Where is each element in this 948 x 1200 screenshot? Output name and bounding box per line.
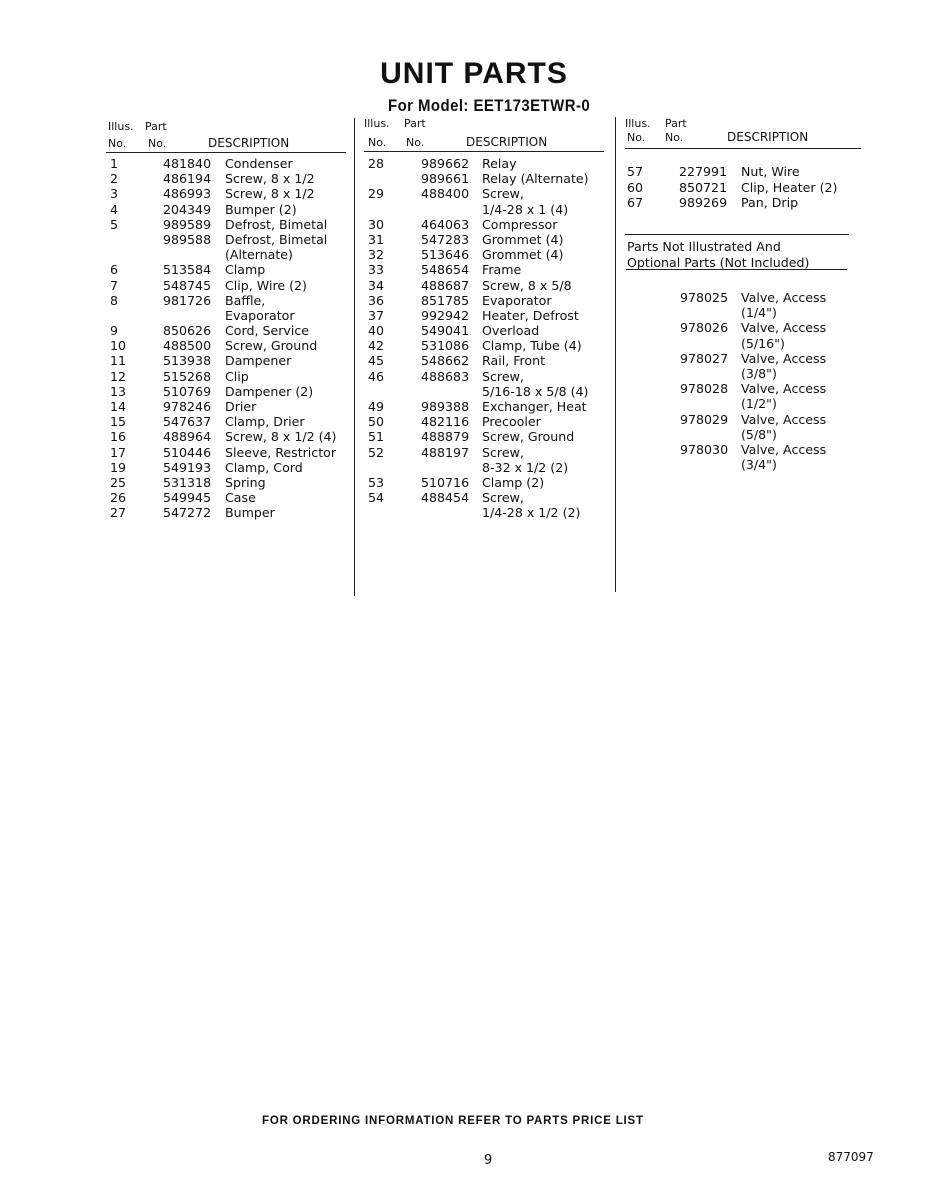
- part-description: Valve, Access: [741, 411, 827, 427]
- part-number: 978025: [680, 290, 729, 305]
- illus-number: 60: [627, 179, 644, 195]
- illus-number: 31: [368, 231, 385, 247]
- illus-number: 4: [110, 201, 119, 217]
- part-number: 227991: [679, 164, 728, 179]
- illus-number: 67: [627, 195, 644, 210]
- illus-number: 13: [110, 383, 127, 399]
- part-number: 547283: [421, 231, 470, 247]
- page-title: UNIT PARTS: [380, 57, 568, 90]
- header-no-part: No.: [148, 137, 167, 150]
- part-description: 1/4-28 x 1/2 (2): [482, 505, 581, 521]
- part-description: Clamp (2): [482, 474, 545, 490]
- part-description: Frame: [482, 262, 522, 278]
- part-number: 547272: [163, 505, 212, 521]
- part-number: 204349: [163, 201, 212, 217]
- part-description: Screw,: [482, 490, 524, 506]
- part-description: Dampener (2): [225, 383, 314, 399]
- part-number: 488879: [421, 429, 470, 445]
- illus-number: 49: [368, 399, 385, 414]
- part-description: Screw, 8 x 1/2: [225, 171, 315, 187]
- part-number: 488454: [421, 490, 470, 506]
- illus-number: 26: [110, 490, 127, 506]
- part-number: 851785: [421, 292, 470, 308]
- part-number: 481840: [163, 156, 212, 171]
- illus-number: 51: [368, 429, 385, 445]
- part-description: Baffle,: [225, 292, 266, 308]
- part-description: Screw,: [482, 368, 524, 384]
- part-number: 978026: [680, 320, 729, 336]
- part-description: Relay (Alternate): [482, 171, 589, 187]
- illus-number: 16: [110, 429, 127, 445]
- part-description: Clamp: [225, 262, 266, 278]
- header-no-illus: No.: [108, 137, 127, 150]
- header-rule: [625, 148, 861, 149]
- illus-number: 37: [368, 307, 385, 323]
- header-no-part: No.: [665, 131, 684, 144]
- part-number: 978030: [680, 441, 729, 457]
- part-number: 548654: [421, 262, 470, 278]
- not-included-line-1: Parts Not Illustrated And: [627, 239, 781, 254]
- part-description: Exchanger, Heat: [482, 399, 587, 414]
- illus-number: 11: [110, 353, 127, 369]
- part-number: 513646: [421, 247, 470, 263]
- part-description: Valve, Access: [741, 350, 827, 366]
- part-number: 978028: [680, 381, 729, 397]
- part-number: 510769: [163, 383, 212, 399]
- part-description: Clip: [225, 368, 249, 384]
- illus-number: 57: [627, 164, 644, 179]
- part-number: 850626: [163, 323, 212, 339]
- header-part: Part: [665, 117, 687, 130]
- part-number: 486993: [163, 186, 212, 202]
- part-description: 1/4-28 x 1 (4): [482, 201, 569, 217]
- illus-number: 45: [368, 353, 385, 369]
- part-number: 531318: [163, 474, 212, 490]
- model-subtitle: For Model: EET173ETWR-0: [388, 96, 591, 115]
- part-number: 978029: [680, 411, 729, 427]
- illus-number: 9: [110, 323, 119, 339]
- part-number: 488500: [163, 338, 212, 354]
- part-description: Sleeve, Restrictor: [225, 444, 337, 460]
- illus-number: 25: [110, 474, 127, 490]
- illus-number: 28: [368, 156, 385, 171]
- column-divider-1: [354, 118, 355, 596]
- illus-number: 14: [110, 399, 127, 414]
- part-number: 513938: [163, 353, 212, 369]
- part-number: 549041: [421, 323, 470, 339]
- part-number: 488197: [421, 444, 470, 460]
- part-description: Dampener: [225, 353, 292, 369]
- part-description: Clip, Wire (2): [225, 277, 307, 293]
- part-description: Defrost, Bimetal: [225, 216, 328, 232]
- part-number: 850721: [679, 179, 728, 195]
- part-size: (5/16"): [741, 335, 785, 351]
- header-part: Part: [145, 120, 167, 133]
- header-description: DESCRIPTION: [466, 135, 548, 149]
- part-description: Clamp, Tube (4): [482, 338, 582, 354]
- part-description: Case: [225, 490, 256, 506]
- part-description: Nut, Wire: [741, 164, 800, 179]
- part-size: (3/8"): [741, 365, 777, 381]
- illus-number: 34: [368, 277, 385, 293]
- part-description: Screw, Ground: [225, 338, 318, 354]
- illus-number: 33: [368, 262, 385, 278]
- part-number: 531086: [421, 338, 470, 354]
- illus-number: 8: [110, 292, 119, 308]
- part-description: Heater, Defrost: [482, 307, 579, 323]
- part-number: 981726: [163, 292, 212, 308]
- part-number: 549945: [163, 490, 212, 506]
- part-number: 989388: [421, 399, 470, 414]
- part-description: Condenser: [225, 156, 293, 171]
- illus-number: 2: [110, 171, 119, 187]
- part-description: Bumper (2): [225, 201, 297, 217]
- illus-number: 50: [368, 414, 385, 430]
- part-number: 510716: [421, 474, 470, 490]
- illus-number: 7: [110, 277, 119, 293]
- part-number: 548662: [421, 353, 470, 369]
- part-description: Grommet (4): [482, 231, 564, 247]
- part-size: (5/8"): [741, 426, 777, 442]
- part-number: 488964: [163, 429, 212, 445]
- part-number: 488687: [421, 277, 470, 293]
- part-number: 515268: [163, 368, 212, 384]
- part-description: Screw,: [482, 444, 524, 460]
- part-number: 989662: [421, 156, 470, 171]
- part-description: Evaporator: [482, 292, 552, 308]
- part-description: Valve, Access: [741, 290, 827, 305]
- illus-number: 36: [368, 292, 385, 308]
- part-number: 486194: [163, 171, 212, 187]
- header-description: DESCRIPTION: [208, 136, 290, 150]
- illus-number: 27: [110, 505, 127, 521]
- part-number: 510446: [163, 444, 212, 460]
- not-included-line-2: Optional Parts (Not Included): [627, 255, 810, 270]
- header-no-illus: No.: [368, 136, 387, 149]
- part-size: (1/4"): [741, 305, 777, 321]
- illus-number: 40: [368, 323, 385, 339]
- part-number: 989661: [421, 171, 470, 187]
- illus-number: 5: [110, 216, 119, 232]
- illus-number: 15: [110, 414, 127, 430]
- illus-number: 10: [110, 338, 127, 354]
- part-size: (1/2"): [741, 396, 777, 412]
- part-number: 978027: [680, 350, 729, 366]
- ordering-footer: FOR ORDERING INFORMATION REFER TO PARTS PRICE LIST: [262, 1115, 644, 1127]
- header-description: DESCRIPTION: [727, 130, 809, 144]
- part-number: 488400: [421, 186, 470, 202]
- part-description: Screw, 8 x 5/8: [482, 277, 572, 293]
- part-number: 989589: [163, 216, 212, 232]
- part-number: 547637: [163, 414, 212, 430]
- part-description: Screw, 8 x 1/2 (4): [225, 429, 337, 445]
- part-number: 513584: [163, 262, 212, 278]
- part-description: Evaporator: [225, 307, 295, 323]
- not-included-underline: [626, 269, 847, 270]
- illus-number: 17: [110, 444, 127, 460]
- part-number: 989588: [163, 231, 212, 247]
- part-description: Cord, Service: [225, 323, 309, 339]
- part-description: Defrost, Bimetal: [225, 231, 328, 247]
- part-description: (Alternate): [225, 247, 293, 263]
- illus-number: 29: [368, 186, 385, 202]
- part-number: 488683: [421, 368, 470, 384]
- illus-number: 32: [368, 247, 385, 263]
- not-included-heading: [627, 239, 809, 271]
- part-description: Overload: [482, 323, 540, 339]
- illus-number: 46: [368, 368, 385, 384]
- part-number: 548745: [163, 277, 212, 293]
- header-no-part: No.: [406, 136, 425, 149]
- column-divider-2: [615, 117, 616, 592]
- part-description: Screw,: [482, 186, 524, 202]
- part-description: Grommet (4): [482, 247, 564, 263]
- document-number: 877097: [828, 1150, 874, 1164]
- section-rule: [625, 234, 849, 235]
- part-description: Spring: [225, 474, 266, 490]
- part-description: Screw, 8 x 1/2: [225, 186, 315, 202]
- illus-number: 30: [368, 216, 385, 232]
- header-rule: [364, 151, 604, 152]
- part-description: Rail, Front: [482, 353, 546, 369]
- illus-number: 6: [110, 262, 119, 278]
- part-number: 978246: [163, 399, 212, 414]
- illus-number: 52: [368, 444, 385, 460]
- part-number: 549193: [163, 459, 212, 475]
- part-description: Bumper: [225, 505, 275, 521]
- part-number: 482116: [421, 414, 470, 430]
- page-number: 9: [484, 1153, 493, 1168]
- part-description: 8-32 x 1/2 (2): [482, 459, 569, 475]
- header-rule: [106, 152, 346, 153]
- part-description: Valve, Access: [741, 441, 827, 457]
- illus-number: 1: [110, 156, 119, 171]
- part-description: Valve, Access: [741, 320, 827, 336]
- illus-number: 54: [368, 490, 385, 506]
- part-description: Screw, Ground: [482, 429, 575, 445]
- part-description: Clip, Heater (2): [741, 179, 838, 195]
- part-size: (3/4"): [741, 457, 777, 473]
- part-description: Compressor: [482, 216, 558, 232]
- part-description: Clamp, Drier: [225, 414, 305, 430]
- part-description: Pan, Drip: [741, 195, 799, 210]
- part-description: Relay: [482, 156, 517, 171]
- part-description: Precooler: [482, 414, 541, 430]
- illus-number: 53: [368, 474, 385, 490]
- header-no-illus: No.: [627, 131, 646, 144]
- part-number: 989269: [679, 195, 728, 210]
- illus-number: 42: [368, 338, 385, 354]
- part-number: 992942: [421, 307, 470, 323]
- illus-number: 3: [110, 186, 119, 202]
- header-illus: Illus.: [625, 117, 651, 130]
- part-description: Drier: [225, 399, 257, 414]
- part-description: Valve, Access: [741, 381, 827, 397]
- part-number: 464063: [421, 216, 470, 232]
- part-description: Clamp, Cord: [225, 459, 303, 475]
- header-part: Part: [404, 117, 426, 130]
- header-illus: Illus.: [108, 120, 134, 133]
- header-illus: Illus.: [364, 117, 390, 130]
- part-description: 5/16-18 x 5/8 (4): [482, 383, 589, 399]
- illus-number: 19: [110, 459, 127, 475]
- illus-number: 12: [110, 368, 127, 384]
